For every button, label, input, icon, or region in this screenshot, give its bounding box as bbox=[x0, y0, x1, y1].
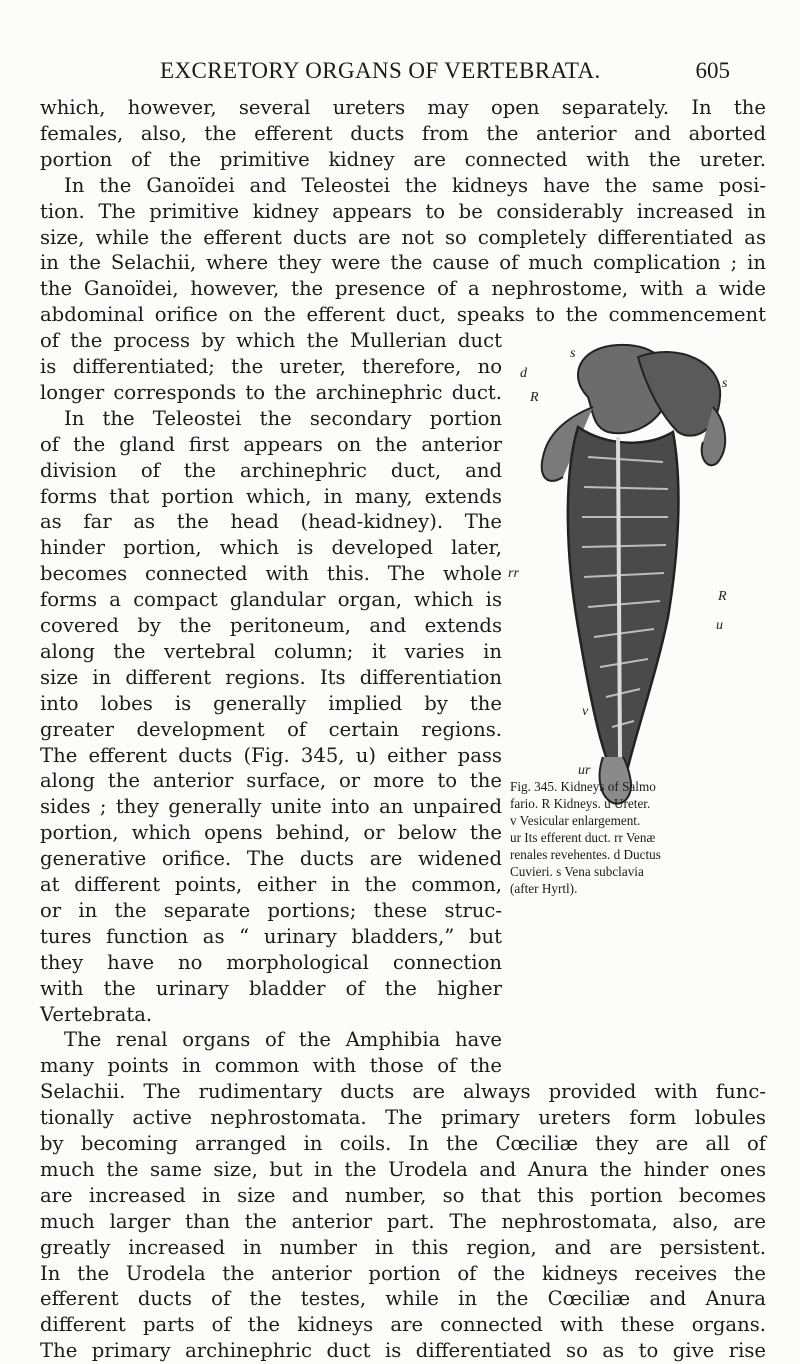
kidney-illustration bbox=[542, 345, 725, 804]
label-v: v bbox=[582, 704, 589, 719]
text-line: covered by the peritoneum, and extends bbox=[40, 614, 502, 637]
caption-line: ur Its efferent duct. rr Venæ bbox=[510, 830, 656, 845]
caption-line: v Vesicular enlargement. bbox=[510, 813, 641, 828]
label-rr: rr bbox=[508, 566, 519, 581]
text-line: much larger than the anterior part. The nephrostomata, also, are bbox=[40, 1210, 766, 1233]
text-line: sides ; they generally unite into an unpaired bbox=[40, 795, 502, 818]
label-ur: ur bbox=[578, 763, 591, 778]
text-line: greatly increased in number in this region, and are persistent. bbox=[40, 1236, 766, 1259]
caption-line: Fig. 345. Kidneys of Salmo bbox=[510, 779, 656, 794]
text-line: many points in common with those of the bbox=[40, 1054, 502, 1077]
text-line: portion of the primitive kidney are connected with the ureter. bbox=[40, 148, 766, 171]
text-line: portion, which opens behind, or below the bbox=[40, 821, 502, 844]
label-s-left: s bbox=[570, 346, 576, 361]
text-line: of the process by which the Mullerian duct bbox=[40, 329, 502, 352]
text-line: are increased in size and number, so that this portion becomes bbox=[40, 1184, 766, 1207]
text-line: as far as the head (head-kidney). The bbox=[40, 510, 502, 533]
text-line: at different points, either in the common, bbox=[40, 873, 502, 896]
text-line: much the same size, but in the Urodela and Anura the hinder ones bbox=[40, 1158, 766, 1181]
text-line: abdominal orifice on the efferent duct, speaks to the commencement bbox=[40, 303, 766, 326]
text-line: along the vertebral column; it varies in bbox=[40, 640, 502, 663]
text-line: is differentiated; the ureter, therefore, no bbox=[40, 355, 502, 378]
text-line: the Ganoïdei, however, the presence of a nephrostome, with a wide bbox=[40, 277, 766, 300]
running-header bbox=[0, 58, 800, 88]
text-line: In the Urodela the anterior portion of the kidneys receives the bbox=[40, 1262, 766, 1285]
text-line: Vertebrata. bbox=[40, 1003, 153, 1026]
caption-line: (after Hyrtl). bbox=[510, 881, 578, 896]
text-line: in the Selachii, where they were the cause of much complication ; in bbox=[40, 251, 766, 274]
text-line: division of the archinephric duct, and bbox=[40, 459, 502, 482]
kidney-figure bbox=[508, 337, 736, 807]
text-line: becomes connected with this. The whole bbox=[40, 562, 502, 585]
text-line: tures function as “ urinary bladders,” but bbox=[40, 925, 502, 948]
text-line: tion. The primitive kidney appears to be considerably increased in bbox=[40, 200, 766, 223]
text-line: hinder portion, which is developed later, bbox=[40, 536, 502, 559]
text-line: or in the separate portions; these struc- bbox=[40, 899, 502, 922]
caption-line: Cuvieri. s Vena subclavia bbox=[510, 864, 644, 879]
text-line: generative orifice. The ducts are widened bbox=[40, 847, 502, 870]
text-line: greater development of certain regions. bbox=[40, 718, 502, 741]
text-line: longer corresponds to the archinephric duct. bbox=[40, 381, 502, 404]
text-line: which, however, several ureters may open separately. In the bbox=[40, 96, 766, 119]
label-R-left: R bbox=[530, 390, 539, 405]
label-u: u bbox=[716, 618, 723, 633]
text-line: In the Ganoïdei and Teleostei the kidneys have the same posi- bbox=[64, 174, 766, 197]
text-line: size, while the efferent ducts are not so completely differentiated as bbox=[40, 226, 766, 249]
text-line: The efferent ducts (Fig. 345, u) either pass bbox=[40, 744, 502, 767]
text-line: The primary archinephric duct is differentiated so as to give rise bbox=[40, 1339, 766, 1362]
text-line: size in different regions. Its differentiation bbox=[40, 666, 502, 689]
text-line: tionally active nephrostomata. The primary ureters form lobules bbox=[40, 1106, 766, 1129]
text-line: of the gland first appears on the anterior bbox=[40, 433, 502, 456]
running-head-title: EXCRETORY ORGANS OF VERTEBRATA. bbox=[160, 58, 601, 83]
text-line: with the urinary bladder of the higher bbox=[40, 977, 502, 1000]
text-line: into lobes is generally implied by the bbox=[40, 692, 502, 715]
text-line: Selachii. The rudimentary ducts are always provided with func- bbox=[40, 1080, 766, 1103]
text-line: different parts of the kidneys are connected with these organs. bbox=[40, 1313, 766, 1336]
text-line: efferent ducts of the testes, while in the Cœciliæ and Anura bbox=[40, 1287, 766, 1310]
text-line: by becoming arranged in coils. In the Cœciliæ they are all of bbox=[40, 1132, 766, 1155]
page-number: 605 bbox=[695, 58, 730, 83]
text-line: females, also, the efferent ducts from the anterior and aborted bbox=[40, 122, 766, 145]
caption-line: renales revehentes. d Ductus bbox=[510, 847, 661, 862]
text-line: The renal organs of the Amphibia have bbox=[64, 1028, 502, 1051]
caption-line: fario. R Kidneys. u Ureter. bbox=[510, 796, 651, 811]
text-line: they have no morphological connection bbox=[40, 951, 502, 974]
label-s-right: s bbox=[722, 376, 728, 391]
text-line: forms a compact glandular organ, which is bbox=[40, 588, 502, 611]
figure-caption bbox=[510, 778, 742, 897]
label-R-right: R bbox=[718, 589, 727, 604]
text-line: In the Teleostei the secondary portion bbox=[64, 407, 502, 430]
text-line: forms that portion which, in many, extends bbox=[40, 485, 502, 508]
label-d: d bbox=[520, 366, 527, 381]
text-line: along the anterior surface, or more to the bbox=[40, 769, 502, 792]
